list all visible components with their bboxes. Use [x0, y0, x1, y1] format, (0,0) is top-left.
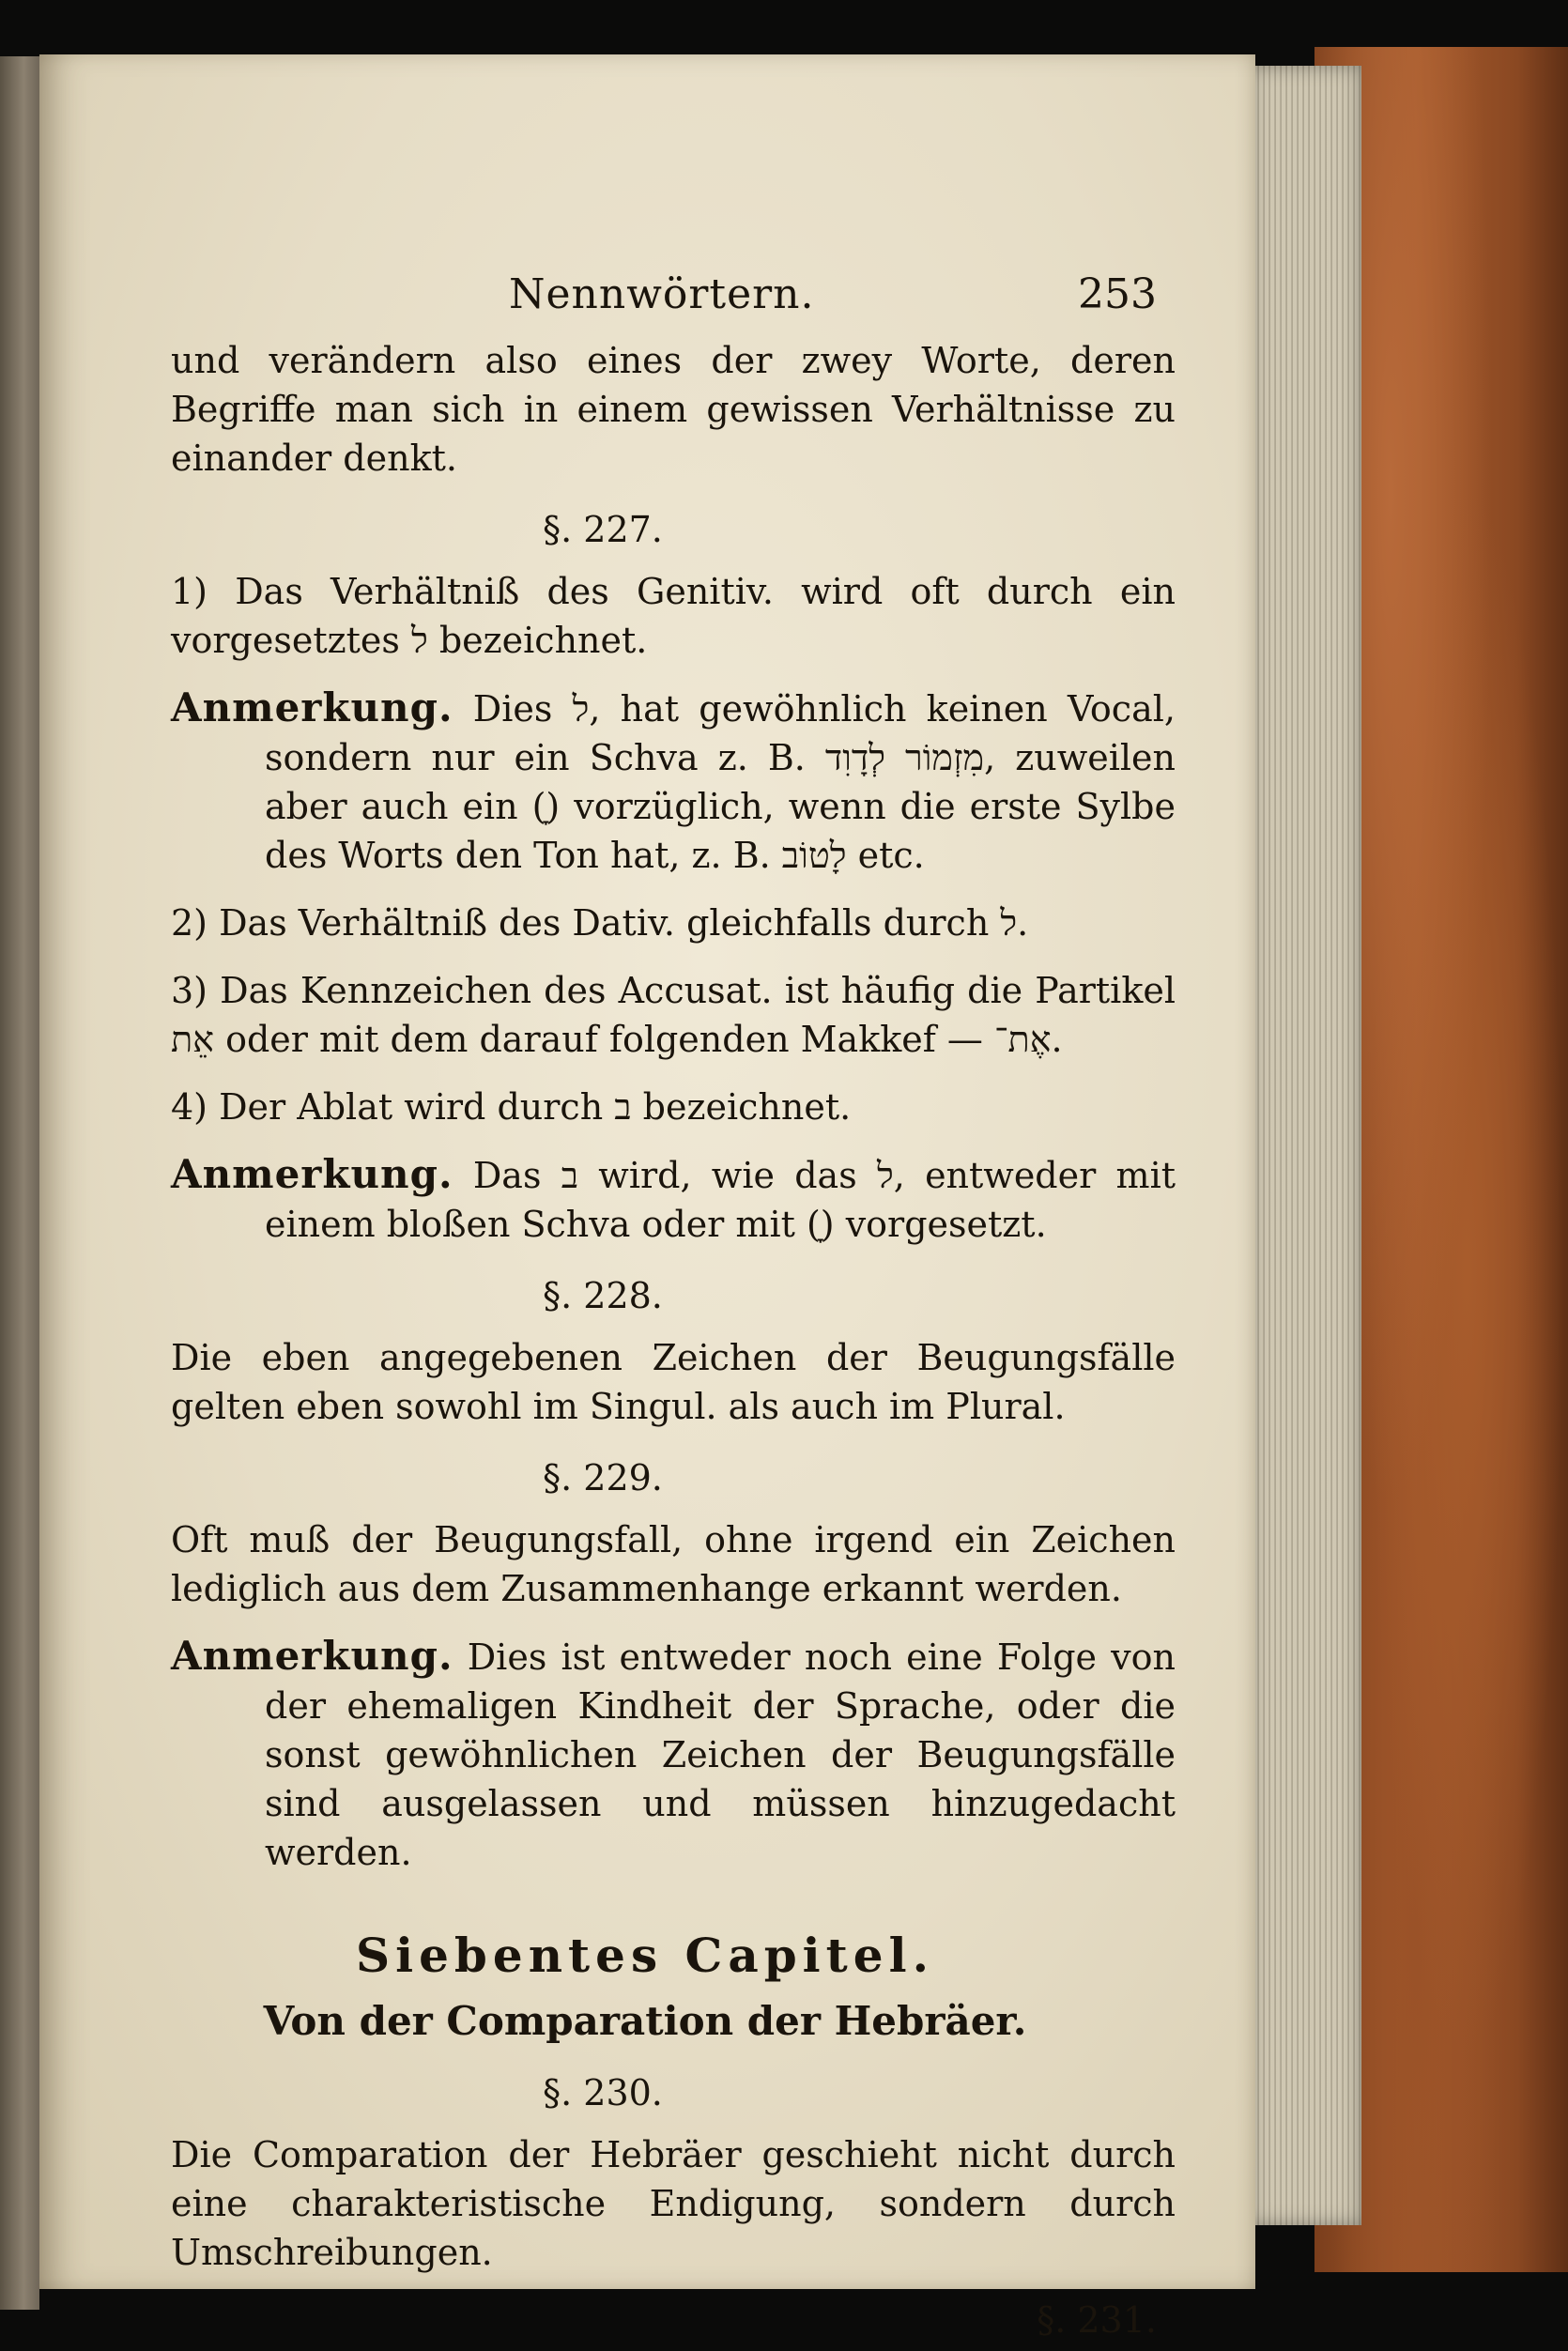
left-page-edge [0, 56, 39, 2310]
paragraph-227-2: 2) Das Verhältniß des Dativ. gleichfalls durch ל. [171, 902, 1029, 944]
running-head: Nennwörtern. [509, 270, 815, 318]
note-2-text: Das ב wird, wie das ל, entweder mit einem bloßen Schva oder mit (ָ) vorgesetzt. [265, 1155, 1176, 1245]
note-2-label: Anmerkung. [171, 1151, 453, 1197]
paragraph-228: Die eben angegebenen Zeichen der Beugungsfälle gelten eben sowohl im Singul. als auch im Plural. [171, 1337, 1176, 1427]
section-heading-229: §. 229. [543, 1457, 663, 1498]
section-heading-230: §. 230. [543, 2072, 663, 2113]
note-3 [171, 1632, 1176, 1877]
page-text [171, 270, 1176, 2344]
note-3-label: Anmerkung. [171, 1633, 453, 1679]
paragraph-227-4: 4) Der Ablat wird durch ב bezeichnet. [171, 1086, 852, 1128]
book-page [39, 54, 1255, 2341]
section-heading-227: §. 227. [543, 509, 663, 550]
intro-paragraph: und verändern also eines der zwey Worte, deren Begriffe man sich in einem gewissen Verhältnisse zu einander denkt. [171, 340, 1176, 479]
note-1 [171, 684, 1176, 880]
page-number: 253 [1078, 270, 1157, 318]
chapter-title: Siebentes Capitel. [356, 1928, 934, 1983]
note-1-label: Anmerkung. [171, 684, 453, 730]
paragraph-227-1: 1) Das Verhältniß des Genitiv. wird oft durch ein vorgesetztes ל bezeichnet. [171, 571, 1176, 661]
note-3-text: Dies ist entweder noch eine Folge von der ehemaligen Kindheit der Sprache, oder die sonst gewöhnlichen Zeichen der Beugungsfälle sind ausgelassen und müssen hinzugedacht werden. [265, 1636, 1176, 1873]
chapter-subtitle: Von der Comparation der Hebräer. [263, 1998, 1027, 2044]
paragraph-227-3: 3) Das Kennzeichen des Accusat. ist häufig die Partikel אֵת oder mit dem darauf folgenden Makkef — אֶת־. [171, 970, 1176, 1060]
page-header [171, 270, 1176, 336]
catchword: §. 231. [1037, 2299, 1157, 2341]
note-2 [171, 1150, 1176, 1249]
paragraph-230: Die Comparation der Hebräer geschieht nicht durch eine charakteristische Endigung, sondern durch Umschreibungen. [171, 2134, 1176, 2273]
paragraph-229: Oft muß der Beugungsfall, ohne irgend ein Zeichen lediglich aus dem Zusammenhange erkannt werden. [171, 1519, 1176, 1609]
page-fore-edge [1249, 66, 1361, 2225]
note-1-text: Dies ל, hat gewöhnlich keinen Vocal, sondern nur ein Schva z. B. מִזְמוֹר לְדָוִד, zuweilen aber auch ein (ָ) vorzüglich, wenn die erste Sylbe des Worts den Ton hat, z. B. לָטוֹב etc. [265, 688, 1176, 876]
section-heading-228: §. 228. [543, 1275, 663, 1316]
